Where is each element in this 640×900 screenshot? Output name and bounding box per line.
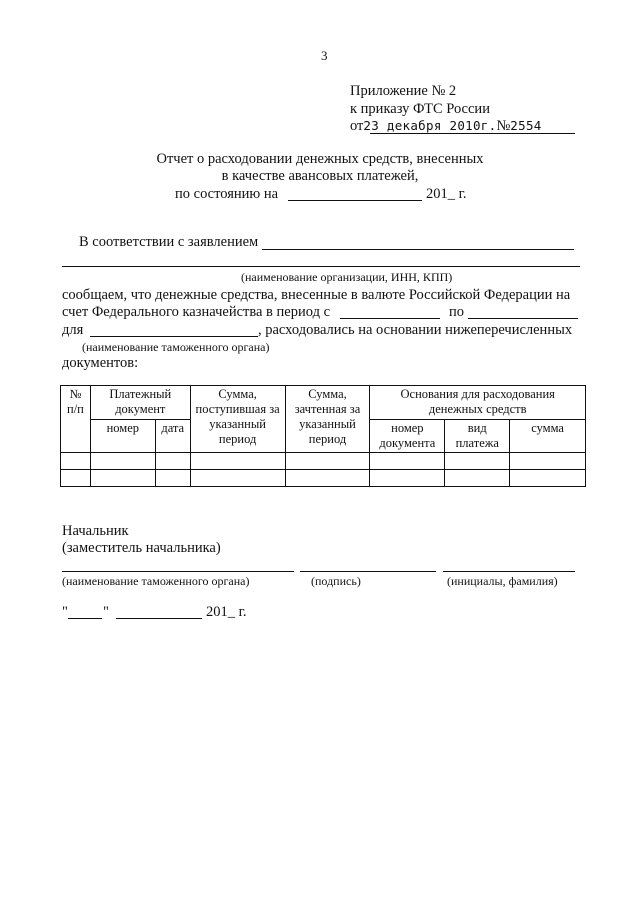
handwritten-date: 23 декабря 2010г. [363, 118, 497, 133]
table-cell[interactable] [510, 453, 586, 470]
body-line-b-mid: по [449, 304, 465, 320]
col-credited-header: Сумма, зачтенная за указанный период [285, 386, 370, 453]
body-line-a: сообщаем, что денежные средства, внесенные в валюте Российской Федерации на [62, 287, 571, 303]
date-quote-open: " [62, 604, 68, 620]
report-title-line2: в качестве авансовых платежей, [221, 168, 419, 184]
col-amount-header: сумма [510, 420, 586, 453]
table-cell[interactable] [190, 470, 285, 487]
table-cell[interactable] [190, 453, 285, 470]
col-no-header: № п/п [61, 386, 91, 453]
appendix-date-underline [370, 133, 575, 134]
number-sign: № [496, 118, 511, 134]
table-cell[interactable] [285, 453, 370, 470]
statement-prefix: В соответствии с заявлением [79, 234, 259, 250]
body-line-d: документов: [62, 355, 139, 371]
month-blank[interactable] [116, 618, 202, 619]
col-payment-type-header: вид платежа [445, 420, 510, 453]
customs-caption: (наименование таможенного органа) [82, 340, 270, 354]
table-cell[interactable] [445, 470, 510, 487]
table-row [61, 470, 586, 487]
customs-signature-caption: (наименование таможенного органа) [62, 574, 250, 588]
name-caption: (инициалы, фамилия) [447, 574, 558, 588]
handwritten-number: 2554 [510, 118, 542, 133]
appendix-title: Приложение № 2 [350, 83, 457, 99]
body-line-b-prefix: счет Федерального казначейства в период с [62, 304, 331, 320]
table-cell[interactable] [285, 470, 370, 487]
col-number-header: номер [90, 420, 155, 453]
deputy-label: (заместитель начальника) [62, 540, 221, 556]
customs-signature-blank[interactable] [62, 571, 294, 572]
customs-blank[interactable] [90, 336, 258, 337]
day-blank[interactable] [68, 618, 102, 619]
report-date-blank[interactable] [288, 200, 422, 201]
table-cell[interactable] [61, 470, 91, 487]
appendix-order-ref: к приказу ФТС России [350, 101, 490, 117]
table-cell[interactable] [155, 470, 190, 487]
table-cell[interactable] [155, 453, 190, 470]
report-title-line1: Отчет о расходовании денежных средств, внесенных [156, 151, 484, 167]
col-doc-number-header: номер документа [370, 420, 445, 453]
period-to-blank[interactable] [468, 318, 578, 319]
col-received-header: Сумма, поступившая за указанный период [190, 386, 285, 453]
body-line-c-prefix: для [62, 322, 84, 338]
name-blank[interactable] [443, 571, 575, 572]
table-cell[interactable] [61, 453, 91, 470]
date-quote-close: " [103, 604, 109, 620]
page-number: 3 [321, 48, 328, 63]
col-date-header: дата [155, 420, 190, 453]
table-cell[interactable] [510, 470, 586, 487]
expenditure-table [60, 385, 586, 487]
signature-blank[interactable] [300, 571, 436, 572]
org-caption: (наименование организации, ИНН, КПП) [241, 270, 453, 284]
statement-blank[interactable] [262, 249, 574, 250]
table-cell[interactable] [445, 453, 510, 470]
report-title-prefix: по состоянию на [175, 186, 279, 202]
report-year-suffix: 201_ г. [426, 186, 467, 202]
period-from-blank[interactable] [340, 318, 440, 319]
table-cell[interactable] [370, 453, 445, 470]
col-payment-doc-header: Платежный документ [90, 386, 190, 420]
date-year: 201_ г. [206, 604, 247, 620]
chief-label: Начальник [62, 523, 129, 539]
signature-caption: (подпись) [311, 574, 361, 588]
col-grounds-header: Основания для расходования денежных средств [370, 386, 586, 420]
table-cell[interactable] [90, 470, 155, 487]
table-cell[interactable] [90, 453, 155, 470]
org-name-blank[interactable] [62, 266, 580, 267]
table-cell[interactable] [370, 470, 445, 487]
table-row [61, 453, 586, 470]
body-line-c-suffix: , расходовались на основании нижеперечисленных [258, 322, 573, 338]
from-prefix: от [350, 118, 364, 134]
